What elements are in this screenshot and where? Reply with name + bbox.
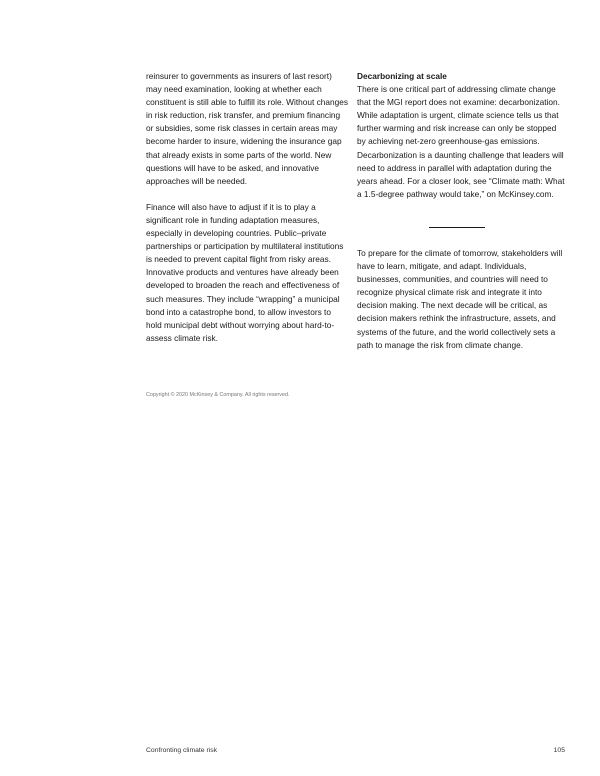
body-paragraph: To prepare for the climate of tomorrow, stakeholders will have to learn, mitigate, and adapt. Individuals, businesses, communities, and countries will need to recognize physical climate risk and integrate it into decision making. The next decade will be critical, as decision makers rethink the infrastructure, assets, and systems of the future, and the world collectively sets a path to manage the risk from climate change. bbox=[357, 247, 563, 350]
divider-rule bbox=[429, 227, 485, 228]
body-paragraph: Finance will also have to adjust if it is to play a significant role in funding adaptation measures, especially in developing countries. Public–private partnerships or participation by multilateral institutions is needed to prevent capital flight from risky areas. Innovative products and ventures have already been developed to broaden the reach and effectiveness of such measures. They include “wrapping” a municipal bond into a catastrophe bond, to allow investors to hold municipal debt without worrying about hard-to-assess climate risk. bbox=[146, 201, 344, 343]
page-number: 105 bbox=[553, 747, 565, 754]
right-column bbox=[357, 70, 565, 352]
section-heading: Decarbonizing at scale bbox=[357, 71, 447, 81]
page-footer bbox=[146, 746, 565, 755]
left-column bbox=[146, 70, 348, 345]
copyright-notice: Copyright © 2020 McKinsey & Company. All rights reserved. bbox=[146, 392, 290, 398]
body-paragraph: reinsurer to governments as insurers of last resort) may need examination, looking at whether each constituent is still able to fulfill its role. Without changes in risk reduction, risk transfer, and premium financing or subsidies, some risk classes in certain areas may become harder to insure, widening the insurance gap that already exists in some parts of the world. New questions will have to be asked, and innovative approaches will be needed. bbox=[146, 71, 348, 186]
footer-title: Confronting climate risk bbox=[146, 747, 218, 754]
body-paragraph: There is one critical part of addressing climate change that the MGI report does not examine: decarbonization. While adaptation is urgent, climate science tells us that further warming and risk increase can only be stopped by achieving net-zero greenhouse-gas emissions. Decarbonization is a daunting challenge that leaders will need to address in parallel with adaptation during the years ahead. For a closer look, see “Climate math: What a 1.5-degree pathway would take,” on McKinsey.com. bbox=[357, 84, 565, 199]
